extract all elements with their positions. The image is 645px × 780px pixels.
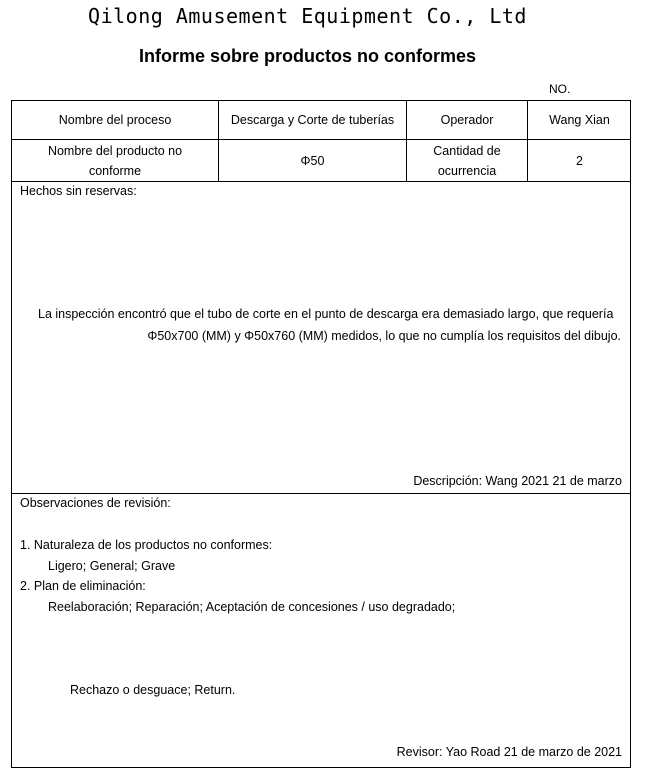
quantity-value: 2 — [576, 153, 583, 168]
quantity-label: Cantidad de ocurrencia — [433, 143, 501, 178]
operator-value: Wang Xian — [549, 113, 610, 127]
facts-signature: Descripción: Wang 2021 21 de marzo — [413, 474, 622, 488]
review-signature: Revisor: Yao Road 21 de marzo de 2021 — [396, 745, 622, 759]
product-name-value: Φ50 — [300, 153, 325, 168]
product-name-label: Nombre del producto no conforme — [47, 143, 183, 178]
facts-heading: Hechos sin reservas: — [20, 184, 137, 198]
operator-label: Operador — [440, 113, 494, 127]
review-heading: Observaciones de revisión: — [20, 496, 171, 510]
facts-description-line-2: Φ50x700 (MM) y Φ50x760 (MM) medidos, lo que no cumplía los requisitos del dibujo. — [147, 329, 621, 343]
facts-description-line-1: La inspección encontró que el tubo de corte en el punto de descarga era demasiado largo, que requería — [38, 307, 614, 321]
disposal-plan-extra-options: Rechazo o desguace; Return. — [70, 683, 236, 697]
nonconformity-nature-options: Ligero; General; Grave — [48, 559, 176, 573]
report-title: Informe sobre productos no conformes — [138, 46, 477, 66]
report-number-label: NO. — [549, 82, 571, 96]
process-name-value: Descarga y Corte de tuberías — [230, 113, 395, 127]
disposal-plan-options: Reelaboración; Reparación; Aceptación de concesiones / uso degradado; — [48, 600, 456, 614]
process-name-label: Nombre del proceso — [58, 113, 172, 127]
report-form — [11, 100, 631, 768]
disposal-plan-item: 2. Plan de eliminación: — [20, 579, 146, 593]
table-row-divider — [12, 181, 630, 182]
section-divider — [12, 493, 630, 494]
nonconformity-nature-item: 1. Naturaleza de los productos no conformes: — [20, 538, 273, 552]
company-name: Qilong Amusement Equipment Co., Ltd — [88, 4, 527, 28]
